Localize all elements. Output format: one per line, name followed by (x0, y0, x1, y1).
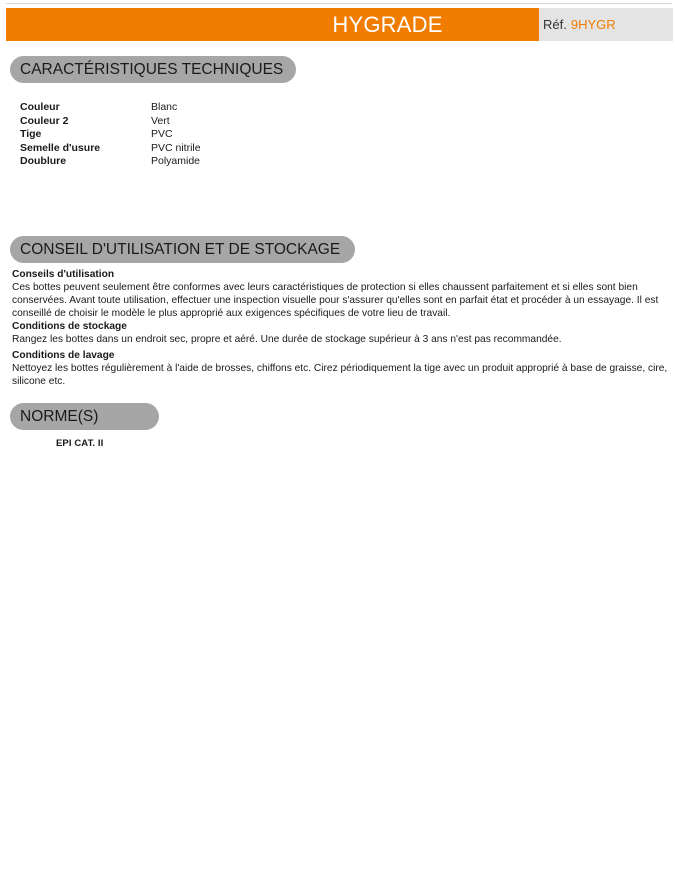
top-divider (6, 3, 672, 4)
spec-value: Vert (151, 114, 170, 127)
section-title-technical-label: CARACTÉRISTIQUES TECHNIQUES (20, 60, 284, 78)
product-title: HYGRADE (332, 11, 443, 37)
norm-item: EPI CAT. II (56, 438, 104, 449)
spec-value: Polyamide (151, 155, 201, 168)
section-title-usage-storage-label: CONSEIL D'UTILISATION ET DE STOCKAGE (20, 240, 341, 258)
section-title-norms-label: NORME(S) (20, 407, 99, 425)
usage-section (12, 268, 670, 388)
reference-label: Réf. (543, 17, 567, 32)
storage-text: Rangez les bottes dans un endroit sec, propre et aéré. Une durée de stockage supérieur à 3 ans n'est pas recommandée. (12, 334, 562, 345)
spec-label: Tige (20, 128, 42, 141)
spec-label: Doublure (20, 155, 67, 168)
product-header (6, 8, 673, 41)
reference-value: 9HYGR (570, 17, 616, 32)
spec-row (20, 128, 201, 142)
section-title-usage-storage (10, 236, 355, 263)
spec-row (20, 101, 201, 115)
usage-text: Ces bottes peuvent seulement être conformes avec leurs caractéristiques de protection si elles chaussent parfaitement et si elles sont bien conservées. Avant toute utilisation, effectuer une inspection visuelle pour s'assurer qu'elles sont en parfait état et procéder à un essayage. Il est conseillé de choisir le modèle le plus approprié aux exigences spécifiques de votre lieu de travail. (12, 282, 659, 319)
spec-label: Couleur 2 (20, 114, 69, 127)
spec-row (20, 155, 201, 169)
spec-row (20, 115, 201, 129)
washing-text: Nettoyez les bottes régulièrement à l'aide de brosses, chiffons etc. Cirez périodiquement la tige avec un produit approprié à base de graisse, cire, silicone etc. (12, 363, 668, 387)
spec-value: PVC (151, 128, 173, 141)
section-title-norms (10, 403, 159, 430)
spec-label: Semelle d'usure (20, 141, 101, 154)
storage-heading: Conditions de stockage (12, 321, 127, 332)
spec-label: Couleur (20, 101, 60, 113)
spec-row (20, 142, 201, 156)
header-title-bar (6, 8, 539, 41)
spec-value: Blanc (151, 101, 178, 113)
section-title-technical (10, 56, 296, 83)
spec-table (20, 101, 201, 169)
reference-box (539, 8, 673, 41)
washing-heading: Conditions de lavage (12, 350, 115, 361)
usage-heading: Conseils d'utilisation (12, 269, 115, 280)
spec-value: PVC nitrile (151, 141, 201, 154)
